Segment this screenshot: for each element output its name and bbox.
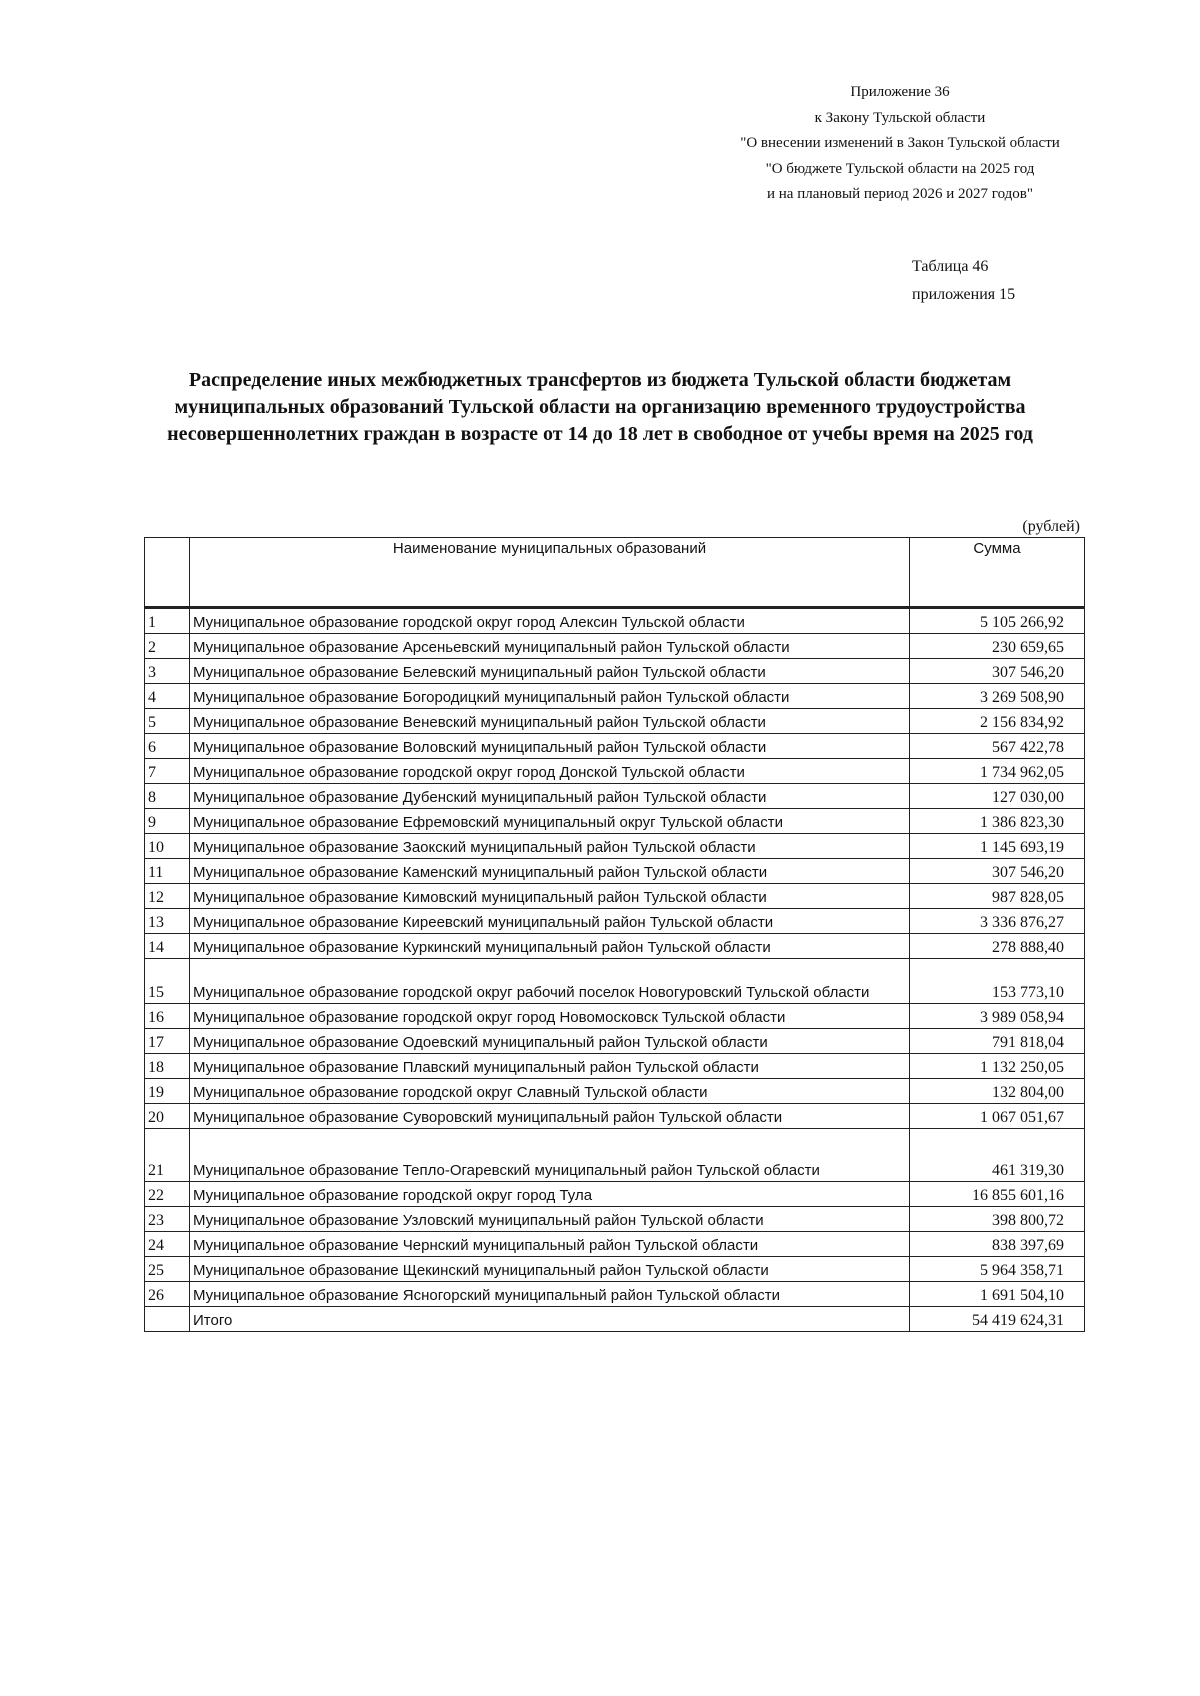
row-name: Муниципальное образование Плавский муниципальный район Тульской области [190, 1054, 910, 1079]
row-name: Муниципальное образование Одоевский муниципальный район Тульской области [190, 1029, 910, 1054]
table-row [145, 1129, 1085, 1182]
header-amount: Сумма [910, 538, 1085, 608]
row-number: 8 [145, 784, 190, 809]
transfers-table [144, 537, 1085, 1332]
row-number: 21 [145, 1129, 190, 1182]
row-name: Муниципальное образование Щекинский муниципальный район Тульской области [190, 1257, 910, 1282]
table-row [145, 834, 1085, 859]
row-amount: 1 386 823,30 [910, 809, 1085, 834]
row-name: Муниципальное образование Тепло-Огаревский муниципальный район Тульской области [190, 1129, 910, 1182]
row-amount: 5 105 266,92 [910, 608, 1085, 634]
row-amount: 987 828,05 [910, 884, 1085, 909]
table-row [145, 659, 1085, 684]
table-body [145, 608, 1085, 1332]
header-number [145, 538, 190, 608]
row-amount: 3 336 876,27 [910, 909, 1085, 934]
row-number: 6 [145, 734, 190, 759]
row-name: Муниципальное образование Заокский муниципальный район Тульской области [190, 834, 910, 859]
row-amount: 838 397,69 [910, 1232, 1085, 1257]
appendix-line: "О внесении изменений в Закон Тульской области [740, 135, 1060, 151]
row-name: Муниципальное образование Дубенский муниципальный район Тульской области [190, 784, 910, 809]
row-number: 18 [145, 1054, 190, 1079]
row-number: 15 [145, 959, 190, 1004]
row-amount: 278 888,40 [910, 934, 1085, 959]
row-amount: 1 132 250,05 [910, 1054, 1085, 1079]
table-row [145, 959, 1085, 1004]
row-amount: 791 818,04 [910, 1029, 1085, 1054]
row-amount: 1 067 051,67 [910, 1104, 1085, 1129]
row-amount: 461 319,30 [910, 1129, 1085, 1182]
total-number [145, 1307, 190, 1332]
row-amount: 567 422,78 [910, 734, 1085, 759]
row-name: Муниципальное образование Воловский муниципальный район Тульской области [190, 734, 910, 759]
table-row [145, 734, 1085, 759]
row-name: Муниципальное образование Арсеньевский муниципальный район Тульской области [190, 634, 910, 659]
row-name: Муниципальное образование Веневский муниципальный район Тульской области [190, 709, 910, 734]
row-number: 7 [145, 759, 190, 784]
row-number: 25 [145, 1257, 190, 1282]
row-name: Муниципальное образование Богородицкий муниципальный район Тульской области [190, 684, 910, 709]
title-line: несовершеннолетних граждан в возрасте от 14 до 18 лет в свободное от учебы время на 2025 год [167, 423, 1033, 445]
row-number: 12 [145, 884, 190, 909]
row-name: Муниципальное образование городской округ город Новомосковск Тульской области [190, 1004, 910, 1029]
row-name: Муниципальное образование Суворовский муниципальный район Тульской области [190, 1104, 910, 1129]
table-row [145, 1282, 1085, 1307]
row-number: 2 [145, 634, 190, 659]
title-line: Распределение иных межбюджетных трансфертов из бюджета Тульской области бюджетам [188, 369, 1012, 391]
row-name: Муниципальное образование городской округ город Алексин Тульской области [190, 608, 910, 634]
row-number: 20 [145, 1104, 190, 1129]
row-name: Муниципальное образование Чернский муниципальный район Тульской области [190, 1232, 910, 1257]
table-row [145, 784, 1085, 809]
table-reference [912, 253, 1062, 309]
row-amount: 153 773,10 [910, 959, 1085, 1004]
appendix-line: и на плановый период 2026 и 2027 годов" [767, 186, 1033, 202]
table-row [145, 1104, 1085, 1129]
row-number: 19 [145, 1079, 190, 1104]
row-amount: 3 989 058,94 [910, 1004, 1085, 1029]
row-name: Муниципальное образование городской округ город Донской Тульской области [190, 759, 910, 784]
title-line: муниципальных образований Тульской области на организацию временного трудоустройства [174, 396, 1026, 418]
row-name: Муниципальное образование Белевский муниципальный район Тульской области [190, 659, 910, 684]
row-amount: 2 156 834,92 [910, 709, 1085, 734]
table-row [145, 634, 1085, 659]
table-row [145, 1182, 1085, 1207]
appendix-line: к Закону Тульской области [814, 109, 986, 126]
table-ref-line: приложения 15 [912, 286, 1016, 303]
table-row [145, 1054, 1085, 1079]
row-number: 14 [145, 934, 190, 959]
row-amount: 1 145 693,19 [910, 834, 1085, 859]
row-number: 4 [145, 684, 190, 709]
row-amount: 307 546,20 [910, 859, 1085, 884]
table-row [145, 759, 1085, 784]
table-row [145, 608, 1085, 634]
row-amount: 1 734 962,05 [910, 759, 1085, 784]
table-row [145, 934, 1085, 959]
row-number: 17 [145, 1029, 190, 1054]
row-number: 3 [145, 659, 190, 684]
row-name: Муниципальное образование Куркинский муниципальный район Тульской области [190, 934, 910, 959]
row-name: Муниципальное образование Кимовский муниципальный район Тульской области [190, 884, 910, 909]
table-row [145, 884, 1085, 909]
row-amount: 16 855 601,16 [910, 1182, 1085, 1207]
row-name: Муниципальное образование городской округ город Тула [190, 1182, 910, 1207]
row-amount: 3 269 508,90 [910, 684, 1085, 709]
table-row [145, 859, 1085, 884]
table-row [145, 1207, 1085, 1232]
row-number: 16 [145, 1004, 190, 1029]
table-row [145, 1232, 1085, 1257]
row-name: Муниципальное образование Каменский муниципальный район Тульской области [190, 859, 910, 884]
row-name: Муниципальное образование городской округ рабочий поселок Новогуровский Тульской области [190, 959, 910, 1004]
total-amount: 54 419 624,31 [910, 1307, 1085, 1332]
row-number: 5 [145, 709, 190, 734]
table-row [145, 1004, 1085, 1029]
table-header-row [145, 538, 1085, 608]
row-number: 9 [145, 809, 190, 834]
row-name: Муниципальное образование Ефремовский муниципальный округ Тульской области [190, 809, 910, 834]
row-amount: 230 659,65 [910, 634, 1085, 659]
table-row [145, 909, 1085, 934]
total-label: Итого [190, 1307, 910, 1332]
row-name: Муниципальное образование Узловский муниципальный район Тульской области [190, 1207, 910, 1232]
row-amount: 307 546,20 [910, 659, 1085, 684]
total-row [145, 1307, 1085, 1332]
table-row [145, 709, 1085, 734]
table-row [145, 1029, 1085, 1054]
table-ref-line: Таблица 46 [912, 258, 989, 275]
row-number: 11 [145, 859, 190, 884]
appendix-line: Приложение 36 [850, 84, 950, 100]
appendix-line: "О бюджете Тульской области на 2025 год [765, 160, 1035, 177]
row-amount: 1 691 504,10 [910, 1282, 1085, 1307]
units-label: (рублей) [1022, 518, 1080, 535]
header-name: Наименование муниципальных образований [190, 538, 910, 608]
table-row [145, 1079, 1085, 1104]
row-amount: 132 804,00 [910, 1079, 1085, 1104]
row-number: 24 [145, 1232, 190, 1257]
row-name: Муниципальное образование Киреевский муниципальный район Тульской области [190, 909, 910, 934]
row-number: 10 [145, 834, 190, 859]
table-row [145, 684, 1085, 709]
row-amount: 5 964 358,71 [910, 1257, 1085, 1282]
appendix-header [690, 80, 1110, 208]
row-amount: 127 030,00 [910, 784, 1085, 809]
row-number: 1 [145, 608, 190, 634]
row-number: 23 [145, 1207, 190, 1232]
row-number: 26 [145, 1282, 190, 1307]
row-amount: 398 800,72 [910, 1207, 1085, 1232]
row-number: 22 [145, 1182, 190, 1207]
table-row [145, 1257, 1085, 1282]
row-name: Муниципальное образование городской округ Славный Тульской области [190, 1079, 910, 1104]
row-name: Муниципальное образование Ясногорский муниципальный район Тульской области [190, 1282, 910, 1307]
row-number: 13 [145, 909, 190, 934]
table-row [145, 809, 1085, 834]
document-title [80, 367, 1120, 448]
